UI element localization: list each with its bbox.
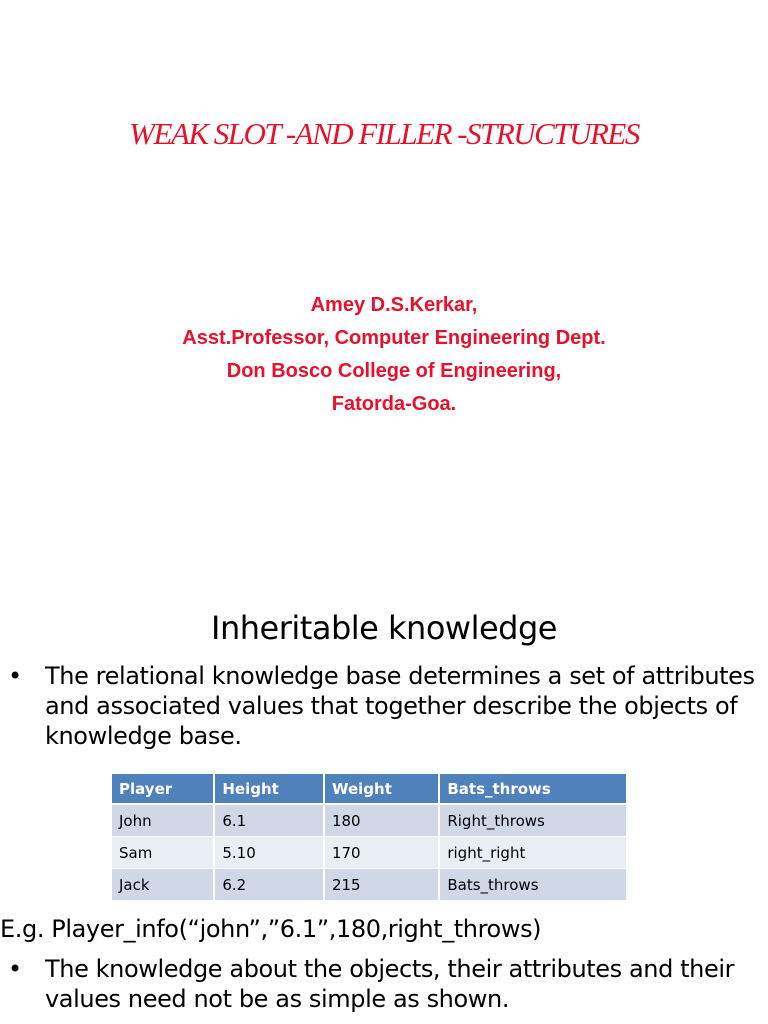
table-cell: Bats_throws — [439, 869, 626, 901]
author-designation: Asst.Professor, Computer Engineering Dept. — [182, 327, 606, 349]
slide-main-title: WEAK SLOT -AND FILLER -STRUCTURES — [129, 116, 639, 151]
table-cell: 5.10 — [214, 837, 324, 869]
column-header: Weight — [324, 774, 439, 804]
bullet-icon: • — [8, 662, 22, 690]
author-name: Amey D.S.Kerkar, — [310, 294, 478, 316]
table-cell: 215 — [324, 869, 439, 901]
table-cell: 6.1 — [214, 804, 324, 837]
table-cell: Right_throws — [439, 804, 626, 837]
bullet-icon: • — [8, 955, 22, 983]
table-cell: Jack — [112, 869, 214, 901]
column-header: Height — [214, 774, 324, 804]
table-cell: 170 — [324, 837, 439, 869]
table-cell: Sam — [112, 837, 214, 869]
table-row — [112, 837, 626, 869]
table-cell: John — [112, 804, 214, 837]
table-cell: 6.2 — [214, 869, 324, 901]
column-header: Bats_throws — [439, 774, 626, 804]
knowledge-table — [112, 774, 626, 901]
slide-title: Inheritable knowledge — [211, 609, 557, 647]
example-text: E.g. Player_info(“john”,”6.1”,180,right_throws) — [0, 915, 542, 943]
content-slide — [0, 576, 768, 1024]
bullet-text: The knowledge about the objects, their attributes and their values need not be as simple as shown. — [45, 955, 735, 1013]
author-location: Fatorda-Goa. — [331, 393, 457, 415]
column-header: Player — [112, 774, 214, 804]
table-row — [112, 804, 626, 837]
table-row — [112, 869, 626, 901]
bullet-text: The relational knowledge base determines a set of attributes and associated values that together describe the objects of knowledge base. — [45, 662, 755, 750]
author-college: Don Bosco College of Engineering, — [226, 360, 562, 382]
author-info — [0, 289, 768, 421]
table-cell: 180 — [324, 804, 439, 837]
table-cell: right_right — [439, 837, 626, 869]
table-header-row — [112, 774, 626, 804]
